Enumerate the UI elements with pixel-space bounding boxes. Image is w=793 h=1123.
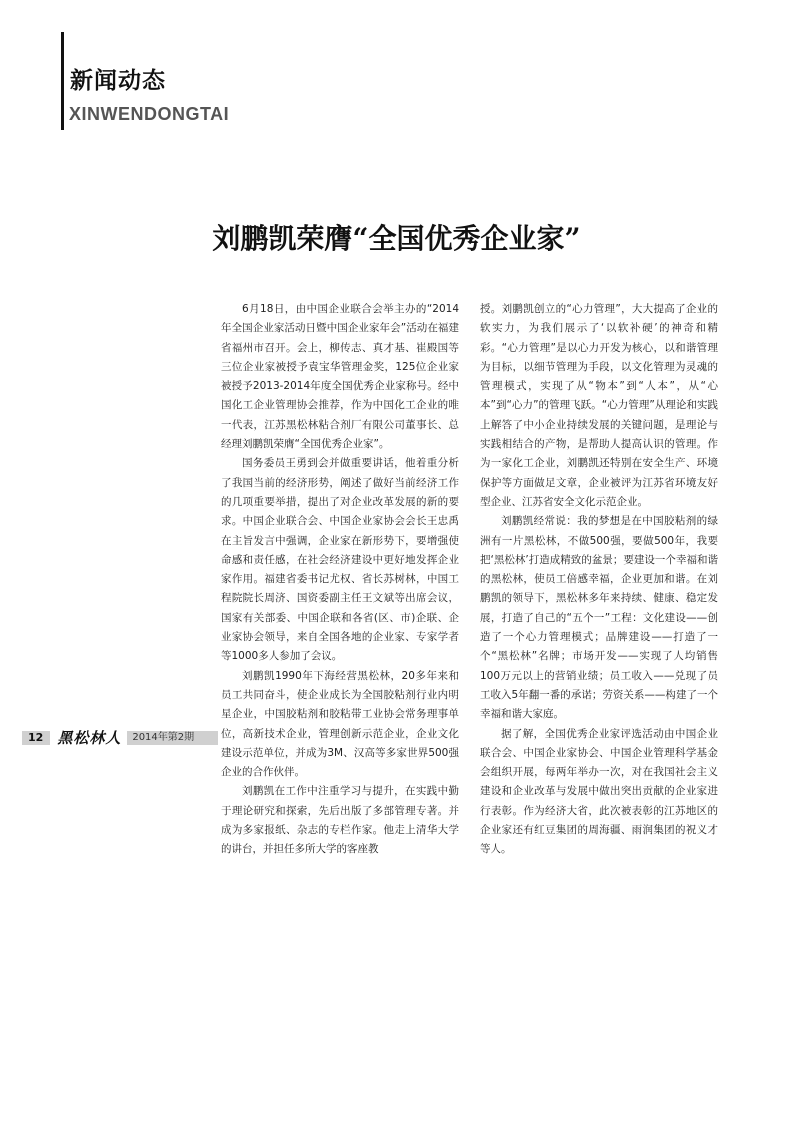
article-headline: 刘鹏凯荣膺“全国优秀企业家”: [212, 222, 581, 255]
section-divider-bar: [61, 32, 64, 130]
article-paragraph: 国务委员王勇到会并做重要讲话，他着重分析了我国当前的经济形势，阐述了做好当前经济工作的几项重要举措，提出了对企业改革发展的新的要求。中国企业联合会、中国企业家协会会长王忠禹在主旨发言中强调，企业家在新形势下，要增强使命感和责任感，在社会经济建设中更好地发挥企业家作用。福建省委书记尤权、省长苏树林，中国工程院院长周济、国资委副主任王文斌等出席会议，国家有关部委、中国企联和各省(区、市)企联、企业家协会领导，来自全国各地的企业家、专家学者等1000多人参加了会议。: [221, 457, 459, 663]
article-column-right: [480, 300, 718, 860]
magazine-logo: 黑松林人: [57, 729, 122, 747]
article-paragraph: 6月18日，由中国企业联合会举主办的“2014年全国企业家活动日暨中国企业家年会”活动在福建省福州市召开。会上，柳传志、真才基、崔殿国等三位企业家被授予袁宝华管理金奖，125位企业家被授予2013-2014年度全国优秀企业家称号。经中国化工企业管理协会推荐，作为中国化工企业的唯一代表，江苏黑松林粘合剂厂有限公司董事长、总经理刘鹏凯荣膺“全国优秀企业家”。: [221, 303, 459, 451]
article-paragraph: 刘鹏凯在工作中注重学习与提升，在实践中勤于理论研究和探索，先后出版了多部管理专著。并成为多家报纸、杂志的专栏作家。他走上清华大学的讲台，并担任多所大学的客座教: [221, 785, 459, 856]
page-number: 12: [22, 731, 50, 745]
article-paragraph: 刘鹏凯经常说：我的梦想是在中国胶粘剂的绿洲有一片黑松林，不做500强，要做500年，我要把‘黑松林’打造成精致的盆景；要建设一个幸福和谐的黑松林，使员工倍感幸福，企业更加和谐。在刘鹏凯的领导下，黑松林多年来持续、健康、稳定发展，打造了自己的“五个一”工程：文化建设——创造了一个心力管理模式；品牌建设——打造了一个“黑松林”名牌；市场开发——实现了人均销售100万元以上的营销业绩；员工收入——兑现了员工收入5年翻一番的承诺；劳资关系——构建了一个幸福和谐大家庭。: [480, 515, 718, 721]
page-footer: [22, 731, 218, 745]
issue-label: 2014年第2期: [127, 731, 218, 745]
article-column-left: [221, 300, 459, 860]
section-title: 新闻动态: [70, 68, 166, 94]
section-pinyin: XINWENDONGTAI: [69, 104, 230, 124]
article-paragraph: 据了解，全国优秀企业家评选活动由中国企业联合会、中国企业家协会、中国企业管理科学基金会组织开展，每两年举办一次，对在我国社会主义建设和企业改革与发展中做出突出贡献的企业家进行表彰。作为经济大省，此次被表彰的江苏地区的企业家还有红豆集团的周海疆、雨润集团的祝义才等人。: [480, 727, 718, 856]
article-paragraph: 刘鹏凯1990年下海经营黑松林，20多年来和员工共同奋斗，使企业成长为全国胶粘剂行业内明星企业，中国胶粘剂和胶粘带工业协会常务理事单位，高新技术企业，管理创新示范企业，企业文化建设示范单位，并成为3M、汉高等多家世界500强企业的合作伙伴。: [221, 669, 459, 779]
article-paragraph-continued: 授。刘鹏凯创立的“心力管理”，大大提高了企业的软实力，为我们展示了‘以软补硬’的神奇和精彩。“心力管理”是以心力开发为核心，以和谐管理为目标，以细节管理为手段，以文化管理为灵魂的管理模式，实现了从“物本”到“人本”，从“心本”到“心力”的管理飞跃。“心力管理”从理论和实践上解答了中小企业持续发展的关键问题，是理论与实践相结合的产物，是帮助人提高认识的管理。作为一家化工企业，刘鹏凯还特别在安全生产、环境保护等方面做足文章，企业被评为江苏省环境友好型企业、江苏省安全文化示范企业。: [480, 303, 718, 508]
